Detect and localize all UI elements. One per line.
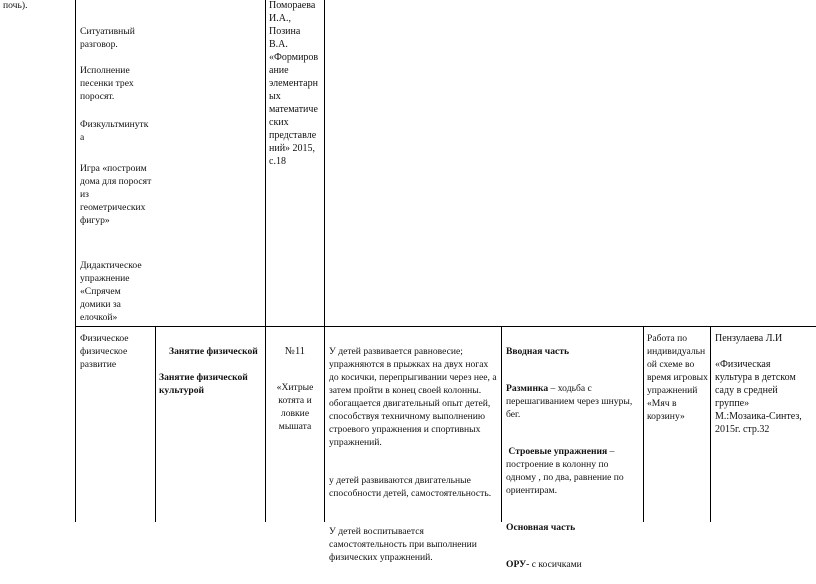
activity-title-line1: Занятие физической (169, 346, 258, 357)
task-paragraph: у детей развиваются двигательные способности детей, самостоятельность. (329, 475, 492, 499)
warmup-label: Разминка (506, 383, 549, 394)
lesson-number: №11 (284, 346, 306, 357)
table-border (710, 327, 711, 522)
cell-row1-col0: почь). (3, 0, 28, 11)
task-paragraph: У детей развивается равновесие; упражняются в прыжках на двух ногах до косички, перепрыгивании через нее, а затем пройти в конец своей колонны. обогащается двигательный опыт детей, способствуя техничному выполнению строевого упражнения и спортивных упражнений. (329, 346, 497, 448)
cell-individual: Работа по индивидуальн ой схеме во время игровых упражнений «Мяч в корзину» (647, 333, 708, 422)
table-border (155, 327, 156, 522)
cell-source: Пензулаева Л.И «Физическая культура в детском саду в средней группе» М.:Мозаика-Синтез, 2015г. стр.32 (715, 333, 802, 435)
task-paragraph: У детей воспитывается самостоятельность при выполнении физических упражнений. (329, 526, 477, 563)
table-border (501, 327, 502, 522)
drill-text: – построение в колонну по одному , по два, равнение по ориентирам. (506, 446, 624, 496)
intro-title: Вводная часть (506, 346, 570, 357)
cell-activity (159, 332, 263, 410)
cell-plan (506, 332, 641, 584)
activity-title: Занятие физической культурой (159, 372, 248, 396)
main-title: Основная часть (506, 522, 576, 533)
activity-physical-minute: Физкультминутк а (80, 119, 149, 143)
oru-label: ОРУ- (506, 559, 530, 570)
table-border (75, 326, 816, 327)
table-border (75, 0, 76, 522)
activity-song: Исполнение песенки трех поросят. (80, 65, 134, 102)
cell-row1-source: Помораева И.А., Позина В.А. «Формиров ание элементарн ых математиче ских представле ний» 2015, с.18 (269, 0, 319, 167)
activity-conversation: Ситуативный разговор. (80, 26, 135, 50)
activity-game: Игра «построим дома для поросят из геометрических фигур» (80, 163, 152, 226)
cell-area: Физическое физическое развитие (80, 333, 129, 370)
cell-number-topic (268, 332, 322, 446)
cell-tasks (329, 332, 499, 577)
oru-text: с косичками (529, 559, 582, 570)
table-border (324, 0, 325, 522)
warmup-text: – ходьба с перешагиванием через шнуры, бег. (506, 383, 633, 420)
lesson-topic: «Хитрые котята и ловкие мышата (276, 382, 314, 432)
table-border (643, 327, 644, 522)
drill-label: Строевые упражнения (508, 446, 608, 457)
table-border (265, 0, 266, 522)
cell-row1-col1 (80, 0, 262, 323)
activity-didactic: Дидактическое упражнение «Спрячем домики за елочкой» (80, 260, 142, 323)
